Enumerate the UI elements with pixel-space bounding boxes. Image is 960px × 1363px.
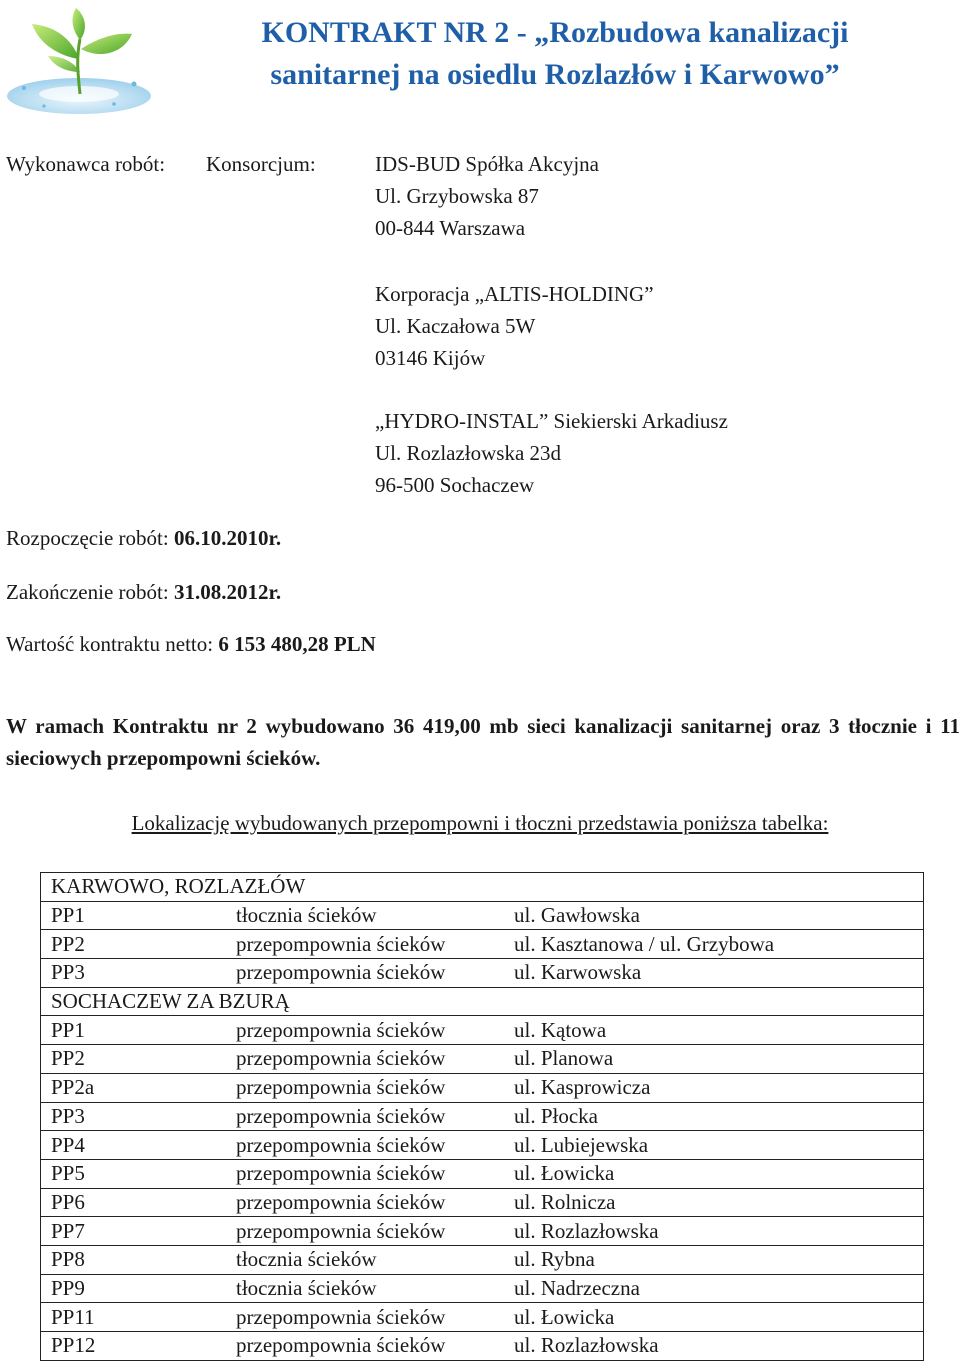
consortium-label: Konsorcjum: [206, 152, 316, 176]
station-code: PP3 [41, 959, 227, 988]
table-row [41, 901, 924, 930]
station-street: ul. Łowicka [504, 1159, 924, 1188]
station-street: ul. Karwowska [504, 959, 924, 988]
station-street: ul. Kasztanowa / ul. Grzybowa [504, 930, 924, 959]
station-street: ul. Rozlazłowska [504, 1217, 924, 1246]
member-city: 00-844 Warszawa [375, 216, 526, 240]
member-name: IDS-BUD Spółka Akcyjna [375, 152, 599, 176]
station-type: przepompownia ścieków [226, 1217, 504, 1246]
contractor-label: Wykonawca robót: [6, 152, 166, 176]
member-name: „HYDRO-INSTAL” Siekierski Arkadiusz [375, 409, 728, 433]
section-name: SOCHACZEW ZA BZURĄ [41, 987, 924, 1016]
table-row [41, 1188, 924, 1217]
table-row [41, 1159, 924, 1188]
station-street: ul. Lubiejewska [504, 1131, 924, 1160]
member-name: Korporacja „ALTIS-HOLDING” [375, 282, 654, 306]
station-code: PP2a [41, 1073, 227, 1102]
member-city: 96-500 Sochaczew [375, 473, 535, 497]
station-type: tłocznia ścieków [226, 901, 504, 930]
table-section-row [41, 873, 924, 902]
table-row [41, 930, 924, 959]
station-code: PP12 [41, 1332, 227, 1361]
contract-value-label: Wartość kontraktu netto: [6, 632, 214, 656]
station-code: PP6 [41, 1188, 227, 1217]
table-caption: Lokalizację wybudowanych przepompowni i tłoczni przedstawia poniższa tabelka: [131, 811, 829, 835]
member-street: Ul. Kaczałowa 5W [375, 314, 536, 338]
table-row [41, 1131, 924, 1160]
station-code: PP11 [41, 1303, 227, 1332]
station-code: PP9 [41, 1274, 227, 1303]
table-row [41, 1245, 924, 1274]
station-street: ul. Nadrzeczna [504, 1274, 924, 1303]
station-street: ul. Gawłowska [504, 901, 924, 930]
station-code: PP5 [41, 1159, 227, 1188]
table-row [41, 959, 924, 988]
table-section-row [41, 987, 924, 1016]
contract-value [6, 630, 376, 658]
station-type: przepompownia ścieków [226, 1159, 504, 1188]
table-row [41, 1332, 924, 1361]
station-type: przepompownia ścieków [226, 1016, 504, 1045]
station-code: PP7 [41, 1217, 227, 1246]
consortium-member-1 [375, 148, 599, 244]
station-type: przepompownia ścieków [226, 1188, 504, 1217]
station-type: tłocznia ścieków [226, 1274, 504, 1303]
station-street: ul. Łowicka [504, 1303, 924, 1332]
end-date [6, 578, 281, 606]
member-street: Ul. Grzybowska 87 [375, 184, 539, 208]
station-code: PP1 [41, 901, 227, 930]
station-type: tłocznia ścieków [226, 1245, 504, 1274]
table-row [41, 1217, 924, 1246]
station-street: ul. Planowa [504, 1045, 924, 1074]
start-date [6, 524, 281, 552]
station-type: przepompownia ścieków [226, 1102, 504, 1131]
station-street: ul. Płocka [504, 1102, 924, 1131]
start-date-label: Rozpoczęcie robót: [6, 526, 169, 550]
summary-paragraph: W ramach Kontraktu nr 2 wybudowano 36 419,00 mb sieci kanalizacji sanitarnej oraz 3 tłocznie i 11 sieciowych przepompowni ścieków. [6, 714, 960, 770]
title-line-2: sanitarnej na osiedlu Rozlazłów i Karwowo” [270, 58, 840, 91]
station-code: PP3 [41, 1102, 227, 1131]
member-street: Ul. Rozlazłowska 23d [375, 441, 562, 465]
station-type: przepompownia ścieków [226, 1131, 504, 1160]
station-type: przepompownia ścieków [226, 1045, 504, 1074]
end-date-label: Zakończenie robót: [6, 580, 169, 604]
station-type: przepompownia ścieków [226, 959, 504, 988]
station-street: ul. Rolnicza [504, 1188, 924, 1217]
table-row [41, 1274, 924, 1303]
station-code: PP2 [41, 930, 227, 959]
station-street: ul. Kasprowicza [504, 1073, 924, 1102]
station-street: ul. Kątowa [504, 1016, 924, 1045]
consortium-member-2 [375, 278, 654, 374]
station-type: przepompownia ścieków [226, 1303, 504, 1332]
table-row [41, 1102, 924, 1131]
station-code: PP2 [41, 1045, 227, 1074]
title-line-1: KONTRAKT NR 2 - „Rozbudowa kanalizacji [261, 16, 849, 49]
document-title [160, 12, 950, 96]
station-code: PP1 [41, 1016, 227, 1045]
station-type: przepompownia ścieków [226, 1073, 504, 1102]
member-city: 03146 Kijów [375, 346, 486, 370]
station-type: przepompownia ścieków [226, 930, 504, 959]
table-row [41, 1016, 924, 1045]
station-street: ul. Rybna [504, 1245, 924, 1274]
station-code: PP4 [41, 1131, 227, 1160]
locations-table [40, 872, 924, 1361]
end-date-value: 31.08.2012r. [173, 580, 282, 604]
consortium-member-3 [375, 405, 728, 501]
station-street: ul. Rozlazłowska [504, 1332, 924, 1361]
start-date-value: 06.10.2010r. [173, 526, 282, 550]
station-type: przepompownia ścieków [226, 1332, 504, 1361]
section-name: KARWOWO, ROZLAZŁÓW [41, 873, 924, 902]
sprout-water-logo-icon [4, 4, 154, 116]
table-row [41, 1303, 924, 1332]
table-row [41, 1045, 924, 1074]
contract-value-amount: 6 153 480,28 PLN [218, 632, 376, 656]
station-code: PP8 [41, 1245, 227, 1274]
table-row [41, 1073, 924, 1102]
